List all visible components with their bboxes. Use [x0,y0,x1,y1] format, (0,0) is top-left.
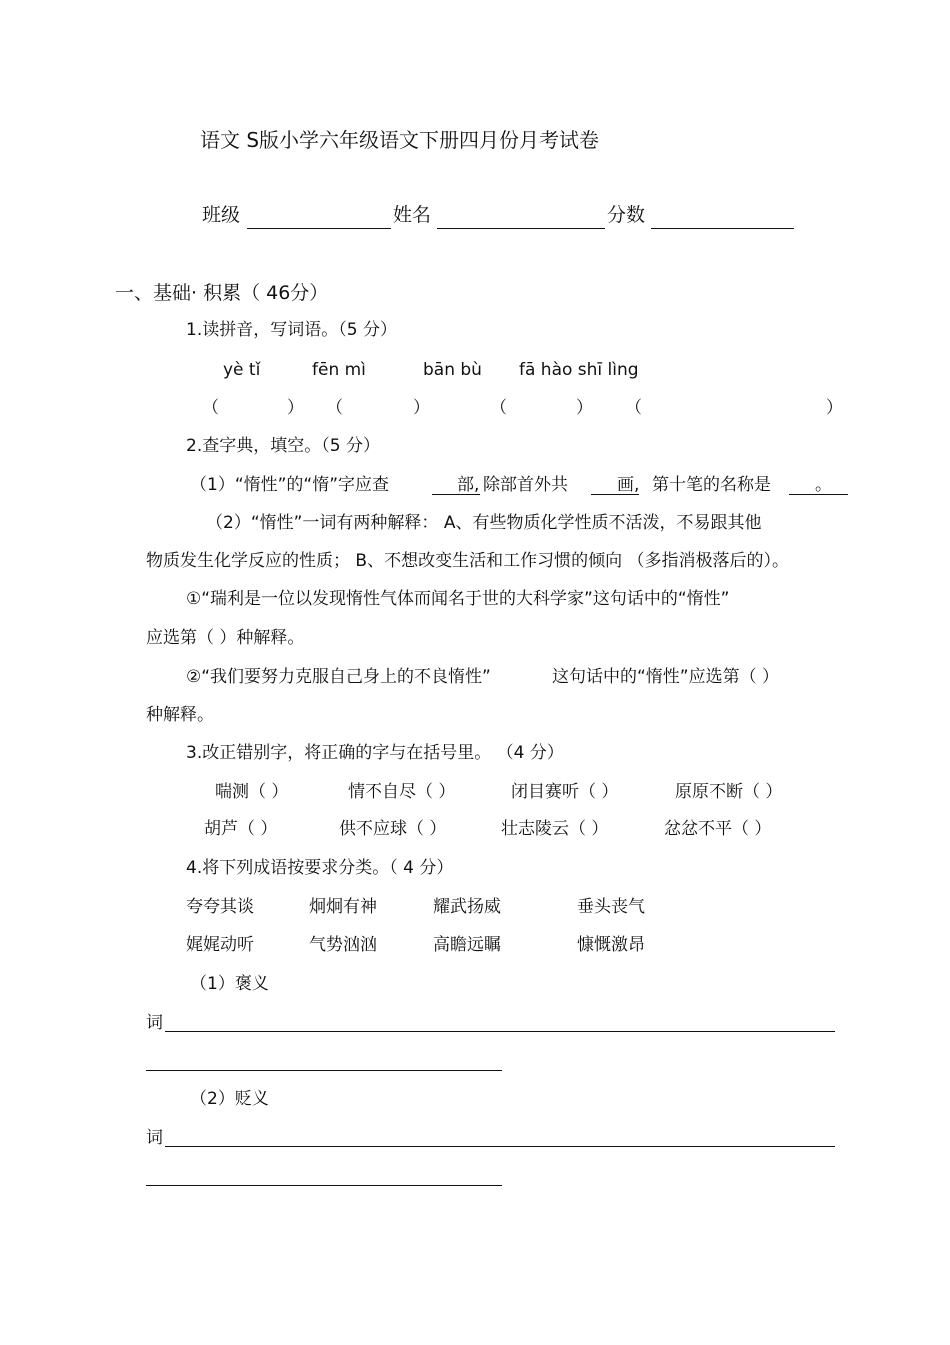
question-3-prompt: 3.改正错别字，将正确的字与在括号里。 （4 分） [186,743,564,763]
q3-item: 闭目赛听（ ） [511,782,619,802]
blank-radical[interactable] [432,494,480,495]
page-title: 语文 S版小学六年级语文下册四月份月考试卷 [200,128,600,152]
q4-sub1-label: （1）褒义 [190,974,269,994]
answer-line-derogatory[interactable] [165,1146,835,1147]
q4-sub2-ci: 词 [146,1128,163,1148]
answer-paren-close-2: ） [413,398,430,418]
q2-part1-strokes: 除部首外共 [483,475,568,495]
idiom: 垂头丧气 [577,897,645,917]
q2-part2-line2: 物质发生化学反应的性质； B、不想改变生活和工作习惯的倾向 （多指消极落后的）。 [146,551,789,571]
idiom: 娓娓动听 [186,935,254,955]
answer-paren-close-1: ） [287,398,304,418]
pinyin-3: bān bù [423,360,482,380]
answer-paren-open-2: （ [326,398,343,418]
q2-part1-hua: 画, [617,475,640,495]
idiom: 慷慨激昂 [577,935,645,955]
blank-stroke-name[interactable] [789,494,848,495]
blank-strokes[interactable] [591,494,639,495]
score-label: 分数 [607,204,646,226]
class-field[interactable] [247,228,391,229]
q3-item: 原原不断（ ） [675,782,783,802]
q3-item: 供不应球（ ） [339,819,447,839]
q2-part1-bu: 部, [457,475,480,495]
section-heading: 一、基础· 积累（ 46分） [115,282,329,304]
q4-sub2-label: （2）贬义 [190,1089,269,1109]
q3-item: 忿忿不平（ ） [664,819,772,839]
answer-paren-open-3: （ [490,398,507,418]
q2-sentence2-line2: 种解释。 [146,705,214,725]
idiom: 耀武扬威 [433,897,501,917]
q3-item: 胡芦（ ） [204,819,278,839]
answer-paren-close-4: ） [826,398,843,418]
q2-part1-end: 。 [815,475,832,495]
pinyin-1: yè tǐ [223,360,261,380]
q2-sentence2-line1: ②“我们要努力克服自己身上的不良惰性” [186,667,491,687]
q2-sentence2-line1b: 这句话中的“惰性”应选第（ ） [552,667,780,687]
score-field[interactable] [651,228,794,229]
pinyin-4: fā hào shī lìng [519,360,639,380]
idiom: 气势汹汹 [309,935,377,955]
q2-part2-line1: （2）“惰性”一词有两种解释： A、有些物质化学性质不活泼，不易跟其他 [206,513,762,533]
question-1-prompt: 1.读拼音，写词语。（5 分） [186,320,397,340]
class-label: 班级 [202,204,241,226]
name-field[interactable] [437,228,605,229]
q2-part1-text: （1）“惰性”的“惰”字应查 [190,475,390,495]
q3-item: 情不自尽（ ） [348,782,456,802]
question-4-prompt: 4.将下列成语按要求分类。（ 4 分） [186,858,454,878]
q2-part1-tenth: 第十笔的名称是 [652,475,771,495]
q2-sentence1-line1: ①“瑞利是一位以发现惰性气体而闻名于世的大科学家”这句话中的“惰性” [186,589,730,609]
answer-line-commendatory-2[interactable] [146,1070,502,1071]
idiom: 高瞻远瞩 [433,935,501,955]
question-2-prompt: 2.查字典，填空。（5 分） [186,436,380,456]
q4-sub1-ci: 词 [146,1013,163,1033]
answer-line-commendatory[interactable] [165,1031,835,1032]
answer-paren-close-3: ） [576,398,593,418]
answer-paren-open-1: （ [202,398,219,418]
q3-item: 喘测（ ） [215,782,289,802]
q3-item: 壮志陵云（ ） [501,819,609,839]
idiom: 夸夸其谈 [186,897,254,917]
pinyin-2: fēn mì [312,360,366,380]
answer-paren-open-4: （ [625,398,642,418]
idiom: 炯炯有神 [309,897,377,917]
answer-line-derogatory-2[interactable] [146,1185,502,1186]
name-label: 姓名 [393,204,432,226]
q2-sentence1-line2: 应选第（ ）种解释。 [146,628,305,648]
